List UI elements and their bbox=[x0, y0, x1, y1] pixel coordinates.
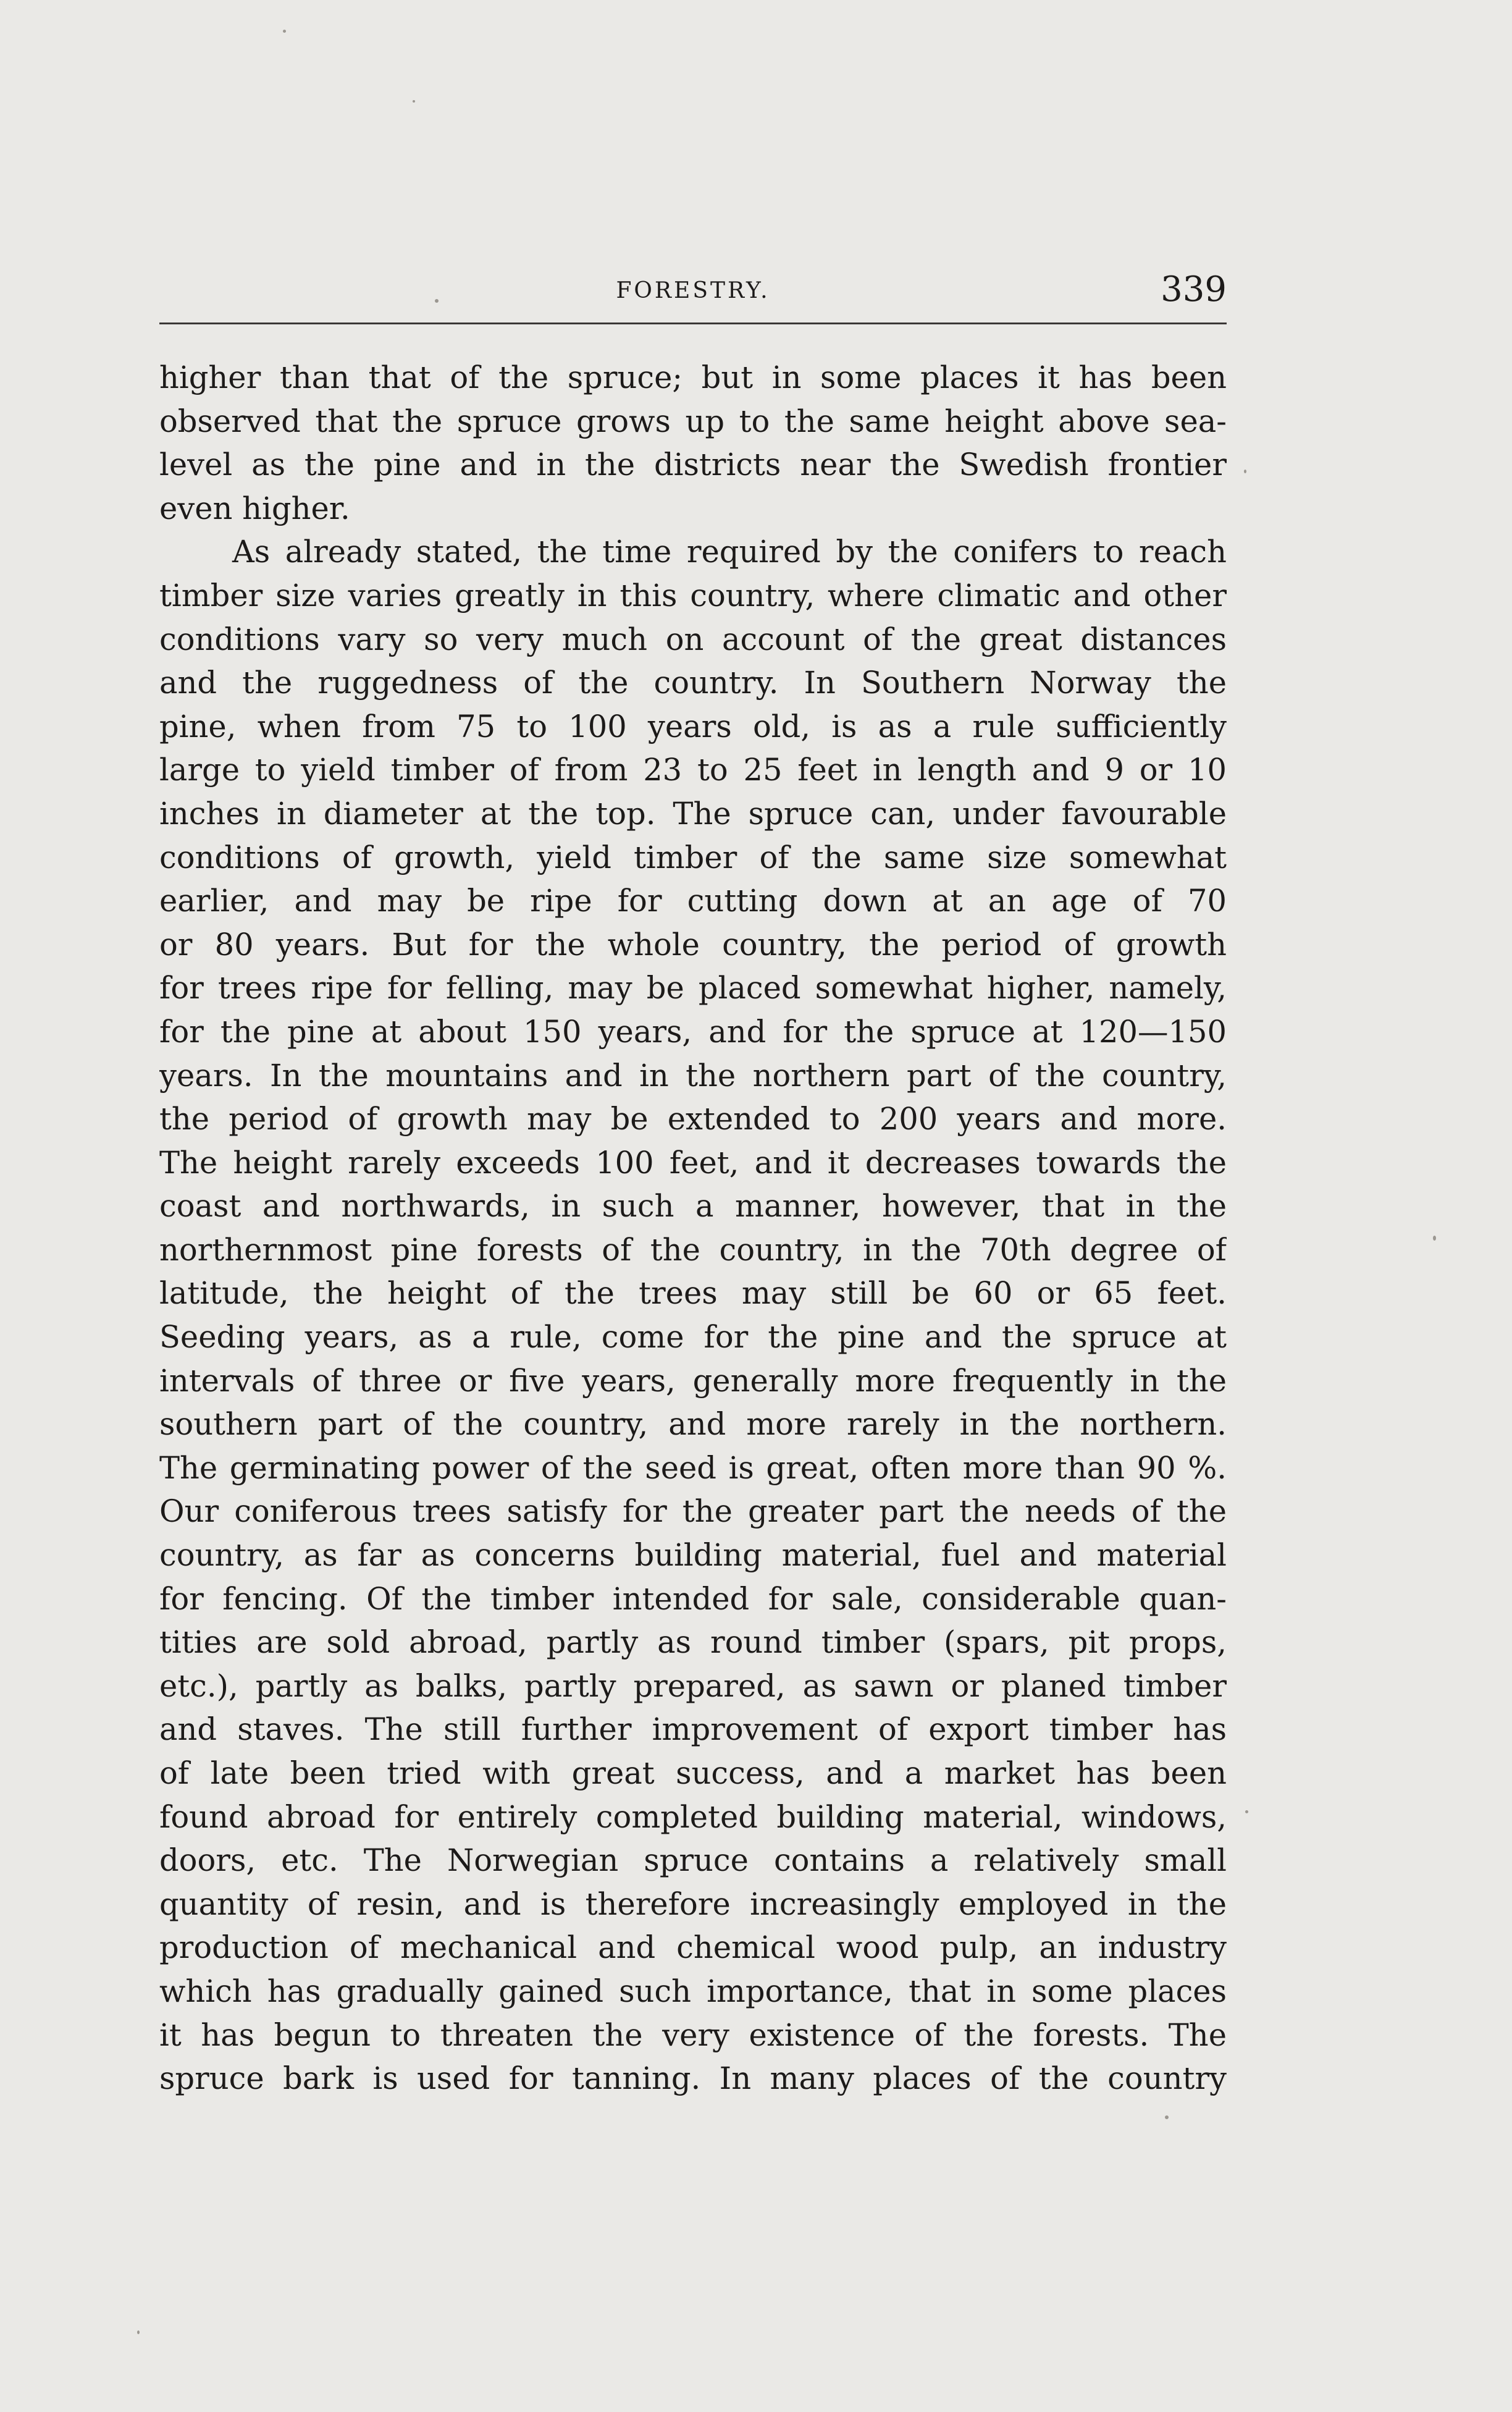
paper-speck bbox=[1245, 1810, 1248, 1813]
text-line: latitude, the height of the trees may still be 60 or 65 feet. bbox=[159, 1275, 1227, 1312]
text-line: or 80 years. But for the whole country, the period of growth bbox=[159, 926, 1227, 963]
text-line: higher than that of the spruce; but in some places it has been bbox=[159, 360, 1227, 395]
running-title: FORESTRY. bbox=[616, 278, 770, 303]
text-line: intervals of three or five years, generally more frequently in the bbox=[159, 1362, 1227, 1399]
text-line: conditions of growth, yield timber of the same size somewhat bbox=[159, 839, 1227, 875]
paper-speck bbox=[435, 299, 439, 303]
text-line: and staves. The still further improvement of export timber has bbox=[159, 1711, 1227, 1748]
text-line: inches in diameter at the top. The spruce can, under favourable bbox=[159, 795, 1227, 832]
text-line: Our coniferous trees satisfy for the greater part the needs of the bbox=[159, 1493, 1227, 1530]
text-line: country, as far as concerns building material, fuel and material bbox=[159, 1537, 1227, 1574]
text-line: for trees ripe for felling, may be placed somewhat higher, namely, bbox=[159, 970, 1227, 1006]
text-line: large to yield timber of from 23 to 25 feet in length and 9 or 10 bbox=[159, 752, 1227, 788]
text-line: The germinating power of the seed is great, often more than 90 %. bbox=[159, 1449, 1227, 1486]
text-line: the period of growth may be extended to 200 years and more. bbox=[159, 1101, 1227, 1137]
paper-speck bbox=[413, 100, 415, 103]
text-line: southern part of the country, and more rarely in the northern. bbox=[159, 1406, 1227, 1443]
text-line: for the pine at about 150 years, and for the spruce at 120—150 bbox=[159, 1013, 1227, 1050]
text-line: quantity of resin, and is therefore increasingly employed in the bbox=[159, 1886, 1227, 1922]
text-line: which has gradually gained such importance, that in some places bbox=[159, 1973, 1227, 2009]
body-text bbox=[159, 356, 1227, 2101]
paper-speck bbox=[1165, 2115, 1169, 2119]
paper-speck bbox=[283, 30, 286, 33]
text-line: timber size varies greatly in this country, where climatic and other bbox=[159, 577, 1227, 614]
text-line: doors, etc. The Norwegian spruce contains a relatively small bbox=[159, 1842, 1227, 1879]
paper-speck bbox=[1433, 1236, 1436, 1241]
text-line: pine, when from 75 to 100 years old, is as a rule sufficiently bbox=[159, 708, 1227, 744]
text-line: etc.), partly as balks, partly prepared, as sawn or planed timber bbox=[159, 1668, 1227, 1704]
paragraph-first-line: As already stated, the time required by the conifers to reach bbox=[232, 534, 1227, 570]
text-line: for fencing. Of the timber intended for sale, considerable quan- bbox=[159, 1580, 1227, 1617]
text-line: production of mechanical and chemical wood pulp, an industry bbox=[159, 1929, 1227, 1966]
text-line: The height rarely exceeds 100 feet, and it decreases towards the bbox=[159, 1144, 1227, 1181]
paper-speck bbox=[1244, 470, 1246, 473]
text-line: it has begun to threaten the very existence of the forests. The bbox=[159, 2017, 1227, 2053]
paper-speck bbox=[137, 2330, 140, 2334]
text-line: found abroad for entirely completed building material, windows, bbox=[159, 1798, 1227, 1835]
text-line: coast and northwards, in such a manner, however, that in the bbox=[159, 1188, 1227, 1225]
text-line: observed that the spruce grows up to the same height above sea- bbox=[159, 403, 1227, 439]
header-rule bbox=[159, 323, 1227, 324]
text-line: level as the pine and in the districts near the Swedish frontier bbox=[159, 447, 1227, 483]
text-line: even higher. bbox=[159, 490, 350, 526]
text-line: years. In the mountains and in the northern part of the country, bbox=[159, 1057, 1227, 1094]
text-line: spruce bark is used for tanning. In many places of the country bbox=[159, 2060, 1227, 2097]
text-line: conditions vary so very much on account of the great distances bbox=[159, 621, 1227, 657]
text-line: Seeding years, as a rule, come for the pine and the spruce at bbox=[159, 1319, 1227, 1356]
running-head bbox=[159, 269, 1227, 319]
text-line: earlier, and may be ripe for cutting down at an age of 70 bbox=[159, 883, 1227, 919]
text-line: tities are sold abroad, partly as round timber (spars, pit props, bbox=[159, 1624, 1227, 1661]
text-line: and the ruggedness of the country. In Southern Norway the bbox=[159, 665, 1227, 701]
text-line: of late been tried with great success, and a market has been bbox=[159, 1755, 1227, 1791]
text-line: northernmost pine forests of the country, in the 70th degree of bbox=[159, 1231, 1227, 1268]
page-number: 339 bbox=[1161, 269, 1227, 310]
